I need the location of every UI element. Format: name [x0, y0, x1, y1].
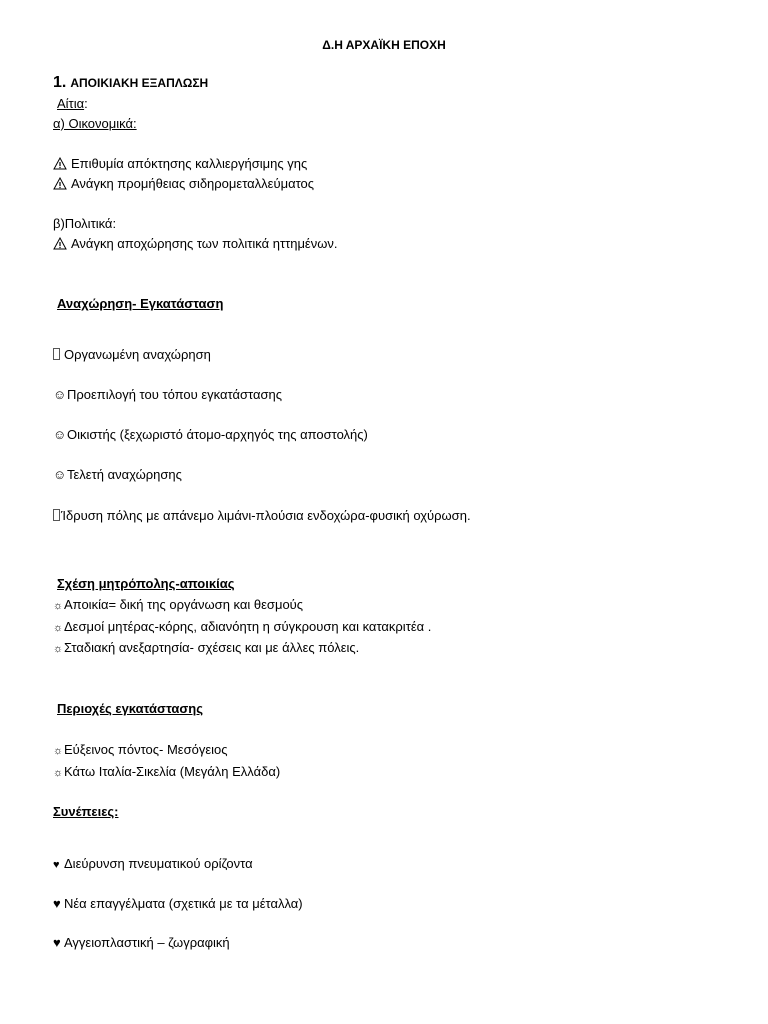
list-item — [53, 427, 368, 443]
list-item-text: Αποικία= δική της οργάνωση και θεσμούς — [64, 597, 304, 612]
sun-icon: ☼ — [53, 767, 64, 779]
heart-icon: ♥ — [53, 935, 61, 950]
document-title: Δ.Η ΑΡΧΑΪΚΗ ΕΠΟΧΗ — [322, 38, 446, 52]
list-item — [53, 856, 253, 873]
list-item — [53, 619, 431, 636]
warning-triangle-icon — [53, 177, 67, 190]
list-item-text: Κάτω Ιταλία-Σικελία (Μεγάλη Ελλάδα) — [64, 764, 281, 779]
list-item — [53, 597, 303, 614]
list-item — [53, 176, 314, 192]
list-item-text: Τελετή αναχώρησης — [67, 467, 182, 482]
missing-glyph-box-icon — [53, 348, 60, 360]
smiley-face-icon: ☺ — [53, 387, 67, 402]
section-title: ΑΠΟΙΚΙΑΚΗ ΕΞΑΠΛΩΣΗ — [70, 76, 209, 90]
list-item — [53, 347, 211, 363]
heart-icon: ♥ — [53, 896, 61, 911]
list-item-text: Διεύρυνση πνευματικού ορίζοντα — [64, 856, 253, 871]
sun-icon: ☼ — [53, 622, 64, 634]
list-item — [53, 508, 471, 524]
political-heading: β)Πολιτικά: — [53, 216, 117, 231]
smiley-face-icon: ☺ — [53, 467, 67, 482]
list-item — [53, 236, 338, 252]
relation-heading: Σχέση μητρόπολης-αποικίας — [57, 576, 235, 591]
list-item-text: Εύξεινος πόντος- Μεσόγειος — [64, 742, 228, 757]
list-item-text: Ανάγκη αποχώρησης των πολιτικά ηττημένων. — [71, 236, 338, 251]
list-item-text: Προεπιλογή του τόπου εγκατάστασης — [67, 387, 282, 402]
departure-heading: Αναχώρηση- Εγκατάσταση — [57, 296, 224, 311]
list-item-text: Οικιστής (ξεχωριστό άτομο-αρχηγός της αποστολής) — [67, 427, 368, 442]
warning-triangle-icon — [53, 157, 67, 170]
sun-icon: ☼ — [53, 643, 64, 655]
section-heading — [53, 75, 208, 91]
warning-triangle-icon — [53, 237, 67, 250]
causes-colon: : — [84, 96, 88, 111]
list-item-text: Δεσμοί μητέρας-κόρης, αδιανόητη η σύγκρουση και κατακριτέα . — [64, 619, 432, 634]
sun-icon: ☼ — [53, 600, 64, 612]
list-item — [53, 896, 303, 912]
list-item — [53, 467, 182, 483]
causes-label: Αίτια — [57, 96, 85, 111]
list-item — [53, 935, 230, 951]
list-item-text: Ανάγκη προμήθειας σιδηρομεταλλεύματος — [71, 176, 315, 191]
list-item-text: Αγγειοπλαστική – ζωγραφική — [64, 935, 230, 950]
list-item-text: Οργανωμένη αναχώρηση — [64, 347, 211, 362]
section-number: 1. — [53, 74, 67, 91]
list-item — [53, 387, 282, 403]
list-item — [53, 742, 228, 759]
list-item-text: Επιθυμία απόκτησης καλλιεργήσιμης γης — [71, 156, 308, 171]
list-item-text: Νέα επαγγέλματα (σχετικά με τα μέταλλα) — [64, 896, 303, 911]
list-item — [53, 640, 359, 657]
areas-heading: Περιοχές εγκατάστασης — [57, 701, 203, 716]
sun-icon: ☼ — [53, 745, 64, 757]
list-item-text: Σταδιακή ανεξαρτησία- σχέσεις και με άλλες πόλεις. — [64, 640, 360, 655]
smiley-face-icon: ☺ — [53, 427, 67, 442]
list-item-text: Ίδρυση πόλης με απάνεμο λιμάνι-πλούσια ενδοχώρα-φυσική οχύρωση. — [61, 508, 471, 523]
heart-icon: ♥ — [53, 859, 60, 871]
list-item — [53, 156, 307, 172]
consequences-heading: Συνέπειες: — [53, 804, 119, 819]
missing-glyph-box-icon — [53, 509, 60, 521]
causes-heading — [57, 96, 88, 112]
list-item — [53, 764, 280, 781]
economic-heading: α) Οικονομικά: — [53, 116, 137, 131]
